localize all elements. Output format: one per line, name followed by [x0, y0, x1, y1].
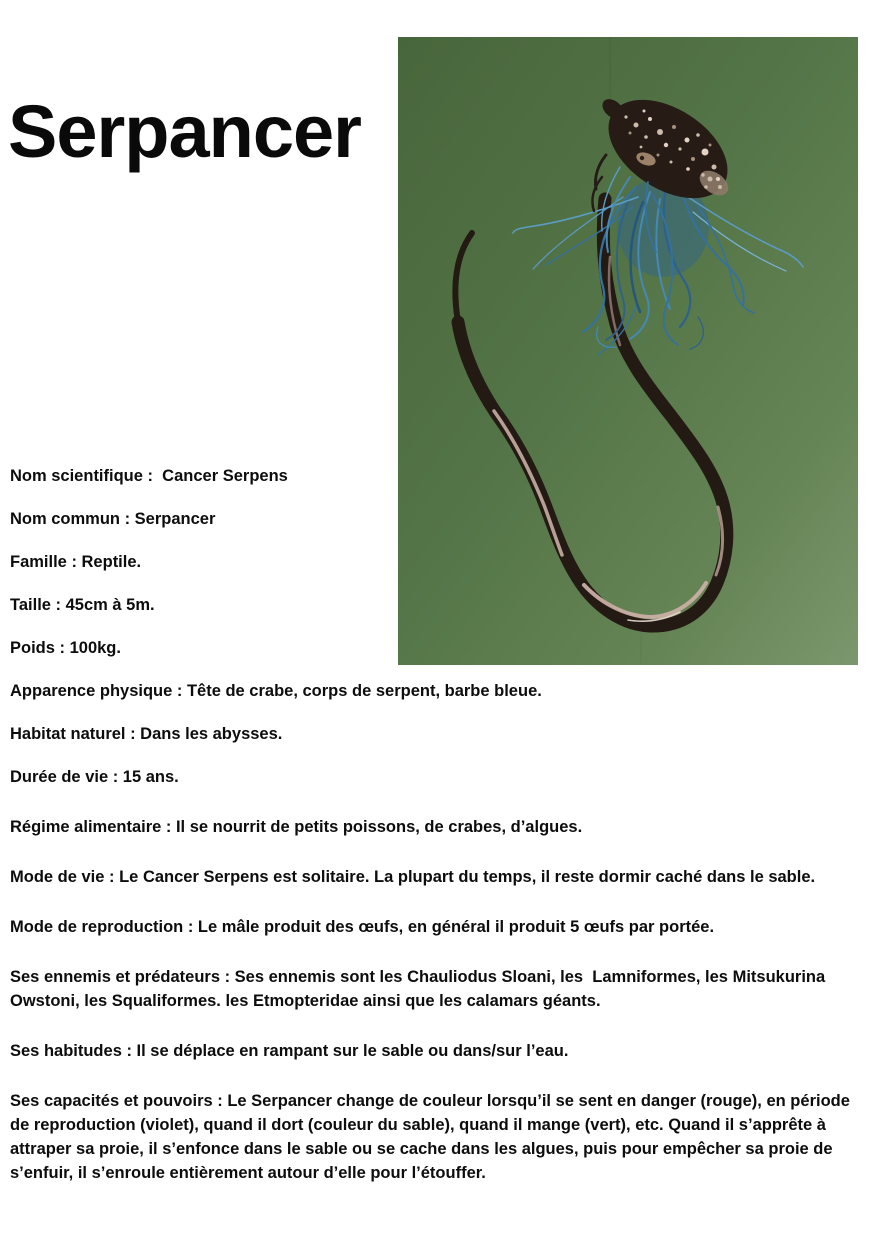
fact-habits: Ses habitudes : Il se déplace en rampant sur le sable ou dans/sur l’eau.	[10, 1042, 569, 1060]
fact-lifespan: Durée de vie : 15 ans.	[10, 768, 179, 786]
fact-scientific-name: Nom scientifique : Cancer Serpens	[10, 467, 288, 485]
page-title: Serpancer	[8, 90, 361, 173]
fact-reproduction: Mode de reproduction : Le mâle produit des œufs, en général il produit 5 œufs par portée.	[10, 918, 715, 936]
fact-common-name: Nom commun : Serpancer	[10, 510, 216, 528]
fact-lifestyle: Mode de vie : Le Cancer Serpens est solitaire. La plupart du temps, il reste dormir caché dans le sable.	[10, 868, 816, 886]
fact-diet: Régime alimentaire : Il se nourrit de petits poissons, de crabes, d’algues.	[10, 818, 583, 836]
fact-weight: Poids : 100kg.	[10, 639, 121, 657]
crab-eye	[640, 156, 644, 160]
fact-habitat: Habitat naturel : Dans les abysses.	[10, 725, 283, 743]
fact-appearance: Apparence physique : Tête de crabe, corps de serpent, barbe bleue.	[10, 682, 542, 700]
fact-family: Famille : Reptile.	[10, 553, 142, 571]
fact-size: Taille : 45cm à 5m.	[10, 596, 155, 614]
fact-abilities: Ses capacités et pouvoirs : Le Serpancer change de couleur lorsqu’il se sent en danger (rouge), en période de reproduction (violet), quand il dort (couleur du sable), quand il mange (vert), etc. Quand il s’apprête à attraper sa proie, il s’enfonce dans le sable ou se cache dans les algues, puis pour empêcher sa proie de s’enfuir, il s’enroule entièrement autour d’elle pour l’étouffer.	[10, 1092, 855, 1182]
facts-list	[10, 464, 862, 1185]
fact-predators: Ses ennemis et prédateurs : Ses ennemis sont les Chauliodus Sloani, les Lamniformes, les Mitsukurina Owstoni, les Squaliformes. les Etmopteridae ainsi que les calamars géants.	[10, 968, 830, 1010]
